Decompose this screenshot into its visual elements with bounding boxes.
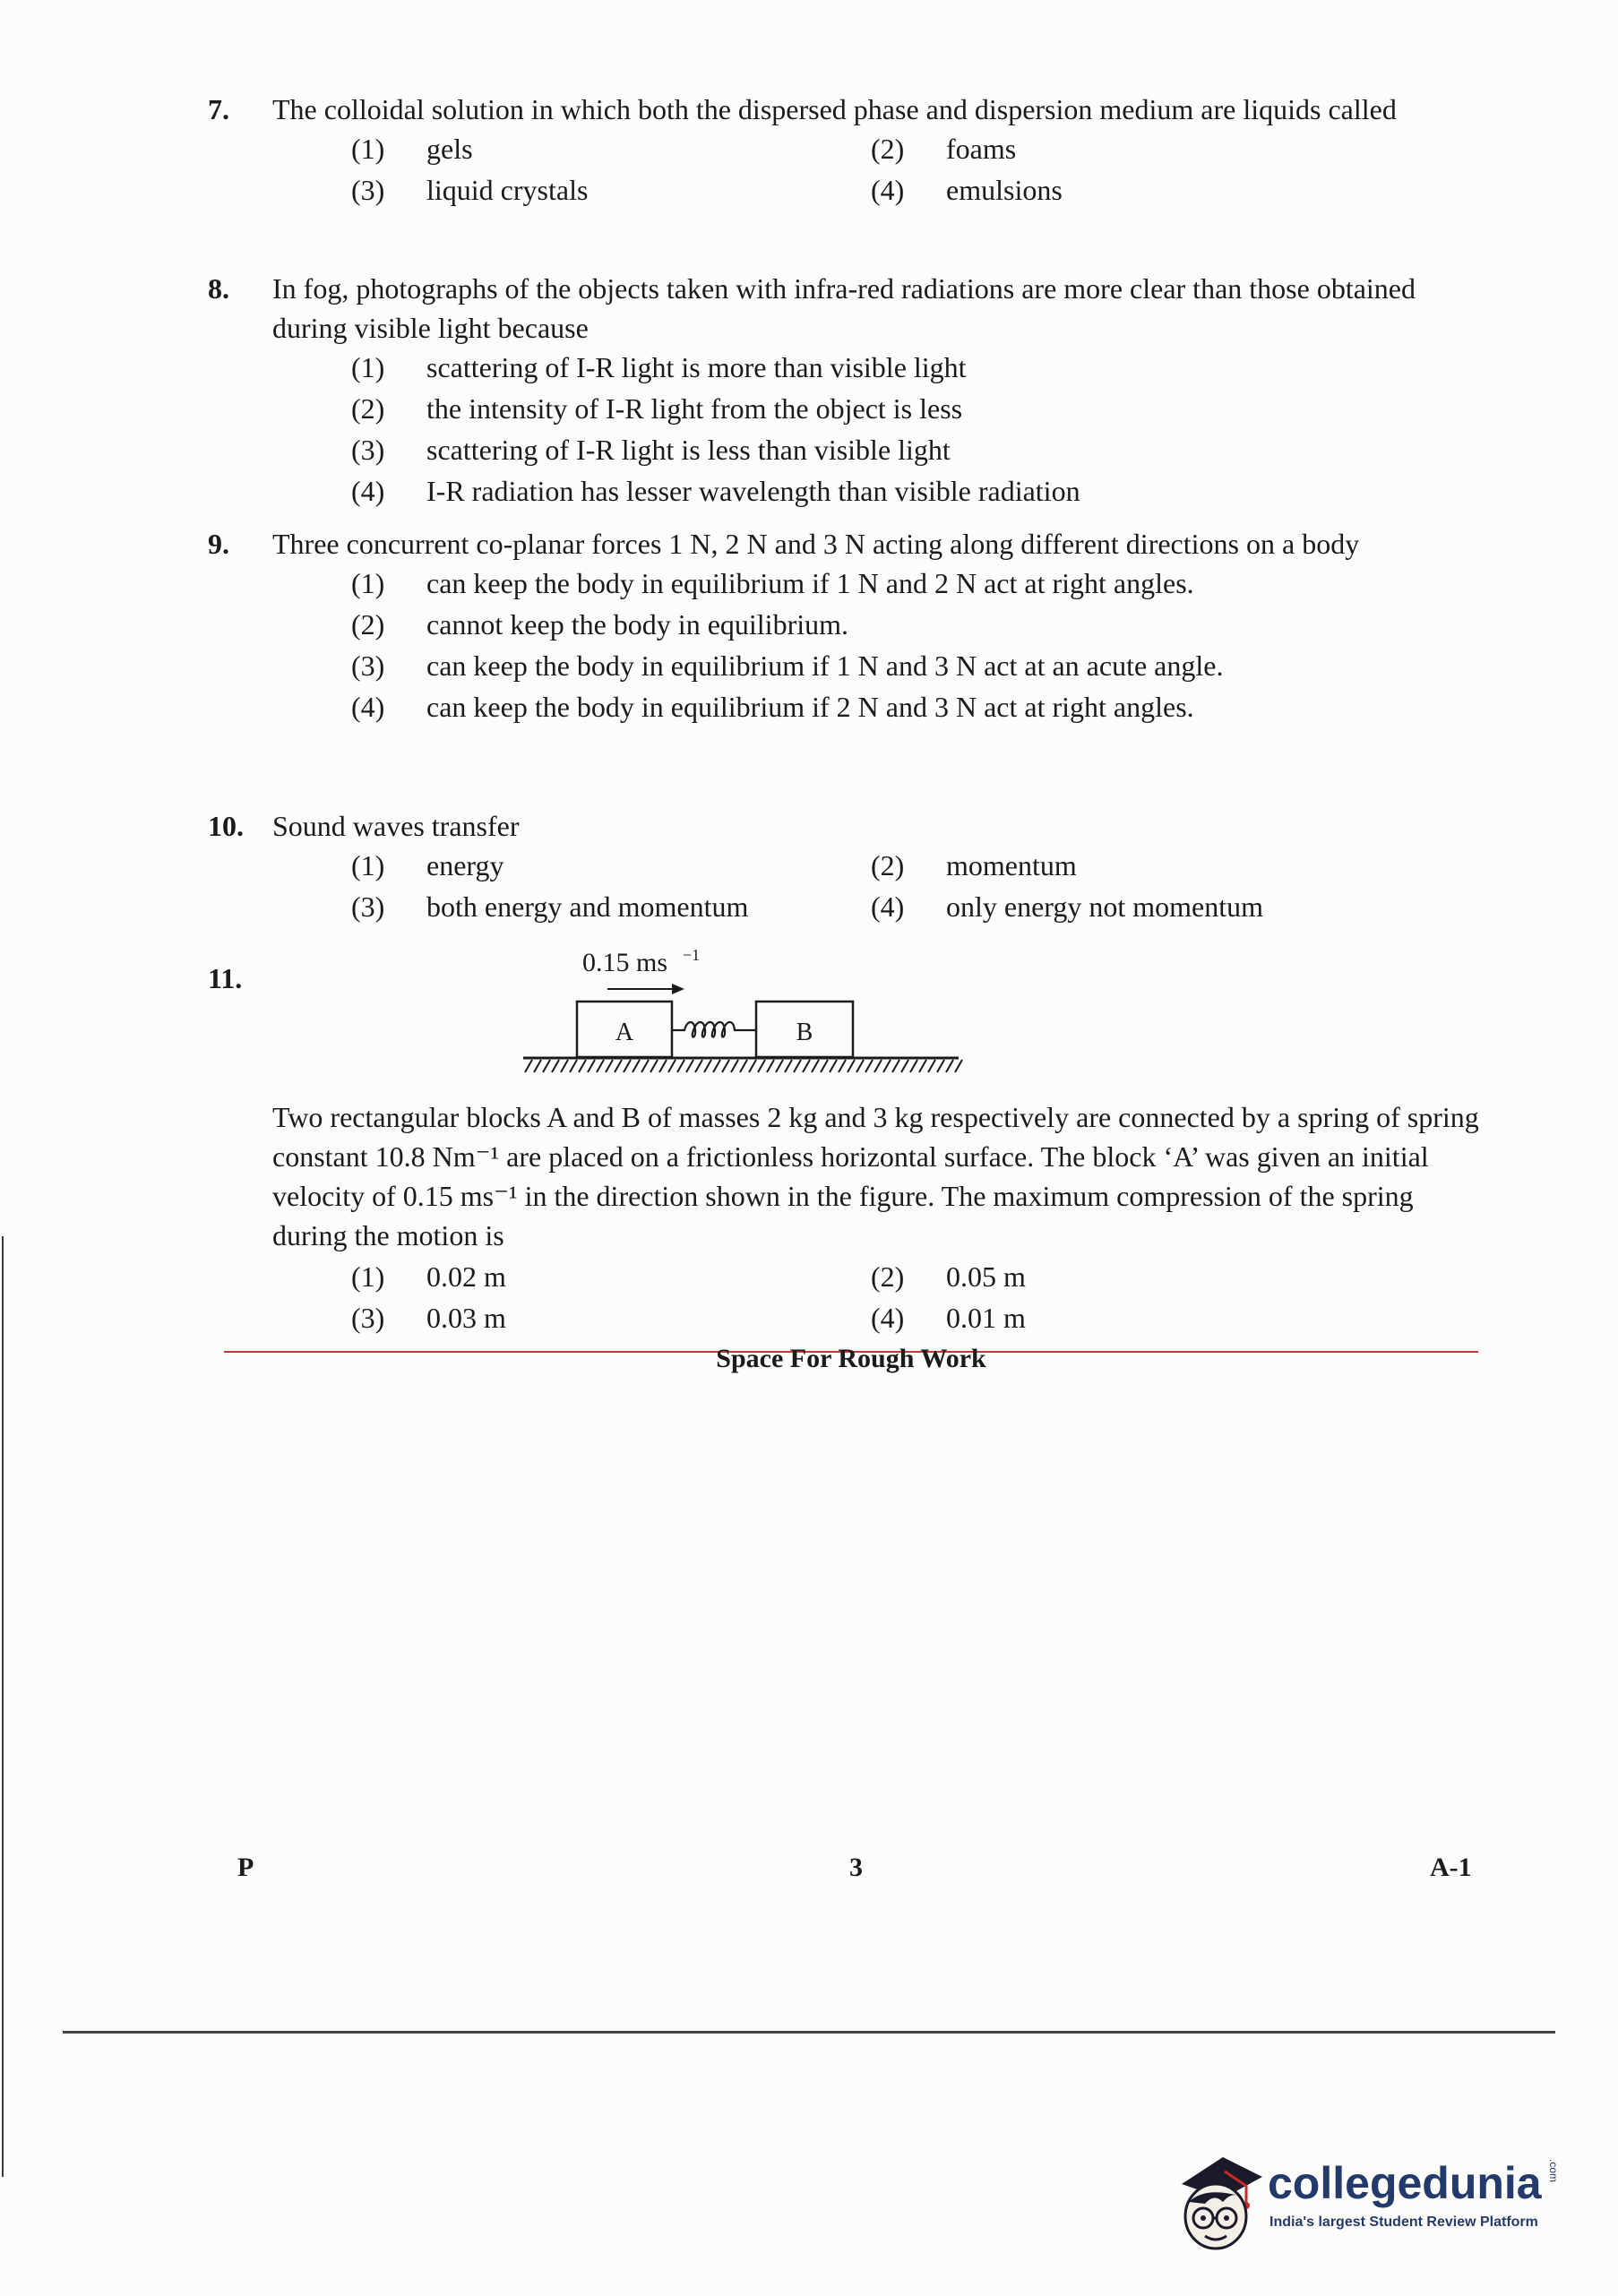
spring — [672, 1022, 756, 1037]
question-number: 10. — [208, 810, 244, 842]
options — [351, 1257, 1480, 1339]
brand-suffix: .com — [1547, 2159, 1560, 2183]
figure-svg — [520, 950, 985, 1084]
footer-right: A-1 — [1430, 1853, 1472, 1882]
collegedunia-logo — [1169, 2132, 1563, 2257]
option-2: (2) cannot keep the body in equilibrium. — [351, 608, 848, 641]
option-3: (3) both energy and momentum — [351, 890, 749, 923]
velocity-arrow-head — [672, 984, 684, 994]
question-stem: Two rectangular blocks A and B of masses 2 kg and 3 kg respectively are connected by a spring of spring constant 10.8 Nm⁻¹ are placed on a frictionless horizontal surface. The block ‘A’ was given an initial velocity of 0.15 ms⁻¹ in the direction shown in the figure. The maximum compression of the spring during the motion is — [272, 1101, 1479, 1251]
rough-work-label: Space For Rough Work — [716, 1344, 986, 1373]
block-a-label: A — [615, 1019, 634, 1046]
options — [351, 129, 1480, 211]
option-1: (1) energy — [351, 849, 504, 881]
brand-tagline: India's largest Student Review Platform — [1269, 2214, 1538, 2230]
option-3: (3) liquid crystals — [351, 174, 589, 206]
options — [351, 348, 1480, 512]
option-1: (1) can keep the body in equilibrium if 1 N and 2 N act at right angles. — [351, 567, 1194, 599]
ground-hatching — [525, 1060, 962, 1072]
option-3: (3) can keep the body in equilibrium if 1 N and 3 N act at an acute angle. — [351, 649, 1224, 682]
question-stem: The colloidal solution in which both the dispersed phase and dispersion medium are liquids called — [272, 93, 1397, 125]
question-10 — [208, 806, 1480, 928]
spring-blocks-figure — [520, 950, 985, 1084]
block-b-label: B — [796, 1019, 813, 1046]
option-2: (2) foams — [871, 133, 1017, 165]
footer-left: P — [237, 1853, 254, 1882]
question-number: 8. — [208, 272, 229, 305]
velocity-label: 0.15 ms — [582, 950, 668, 977]
question-stem: In fog, photographs of the objects taken with infra-red radiations are more clear than those obtained during visible light because — [272, 272, 1416, 344]
question-9 — [208, 524, 1480, 728]
option-4: (4) can keep the body in equilibrium if 2 N and 3 N act at right angles. — [351, 691, 1194, 723]
option-1: (1) 0.02 m — [351, 1260, 506, 1293]
mascot-icon — [1169, 2132, 1268, 2257]
question-number: 11. — [208, 962, 243, 994]
option-2: (2) 0.05 m — [871, 1260, 1026, 1293]
question-11 — [208, 1097, 1480, 1339]
page-bottom-edge — [63, 2031, 1555, 2034]
option-4: (4) 0.01 m — [871, 1302, 1026, 1334]
question-number: 7. — [208, 93, 229, 125]
option-3: (3) scattering of I-R light is less than visible light — [351, 434, 951, 466]
option-2: (2) the intensity of I-R light from the object is less — [351, 392, 963, 425]
brand-name: collegedunia — [1268, 2158, 1542, 2208]
options — [351, 563, 1480, 728]
page-number: 3 — [849, 1853, 863, 1882]
page-edge — [2, 1236, 4, 2177]
option-4: (4) emulsions — [871, 174, 1063, 206]
option-4: (4) I-R radiation has lesser wavelength than visible radiation — [351, 475, 1080, 507]
options — [351, 846, 1480, 928]
velocity-exponent: −1 — [683, 950, 701, 964]
option-2: (2) momentum — [871, 849, 1077, 881]
question-8 — [208, 269, 1480, 512]
option-3: (3) 0.03 m — [351, 1302, 506, 1334]
option-1: (1) scattering of I-R light is more than visible light — [351, 351, 967, 383]
option-4: (4) only energy not momentum — [871, 890, 1264, 923]
question-number: 9. — [208, 528, 229, 560]
question-stem: Three concurrent co-planar forces 1 N, 2 N and 3 N acting along different directions on a body — [272, 528, 1360, 560]
question-7 — [208, 90, 1480, 211]
question-stem: Sound waves transfer — [272, 810, 520, 842]
option-1: (1) gels — [351, 133, 473, 165]
